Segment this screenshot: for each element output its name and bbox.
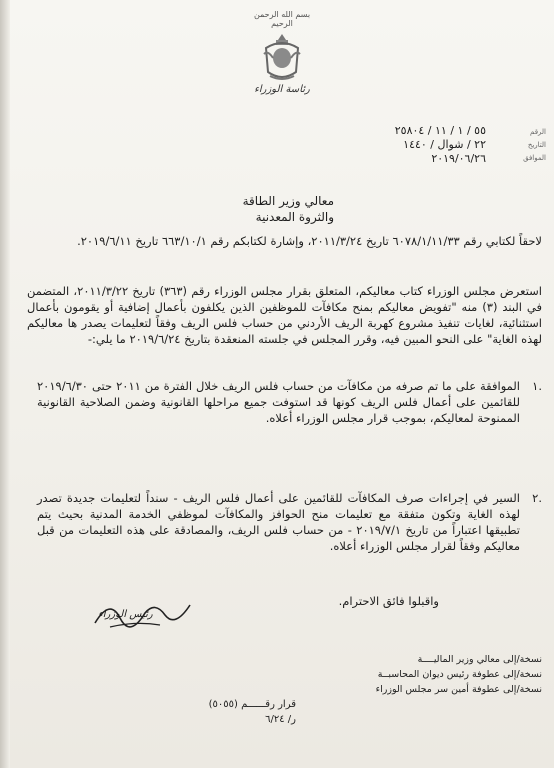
decision-number: قرار رقــــــم (٥٠٥٥)	[208, 699, 296, 710]
addressee-line-2: والثروة المعدنية	[255, 210, 334, 224]
closing-line: واقبلوا فائق الاحترام.	[338, 594, 439, 608]
letterhead	[247, 10, 317, 95]
decision-ref	[209, 697, 296, 727]
item-number: .١	[532, 379, 542, 393]
date-hijri: ٢٢ / شوال / ١٤٤٠	[403, 138, 486, 151]
item-text: الموافقة على ما تم صرفه من مكافآت من حساب فلس الريف خلال الفترة من ٢٠١١ حتى ٢٠١٩/٦/٣٠ للقائمين على أعمال فلس الريف كونها قد استوفت جميع مراحلها القانونية وضمن الصلاحية القانونية الممنوحة لمعاليكم، بموجب قرار مجلس الوزراء أعلاه.	[37, 379, 520, 425]
meta-label-date: التاريخ	[527, 141, 546, 149]
item-number: .٢	[532, 491, 542, 505]
meta-label-number: الرقم	[530, 128, 546, 136]
meta-label-corresponding: الموافق	[523, 154, 546, 162]
org-name: رئاسة الوزراء	[254, 84, 310, 95]
meta-labels	[523, 126, 546, 165]
item-text: السير في إجراءات صرف المكافآت للقائمين على أعمال فلس الريف - سنداً لتعليمات جديدة تصدر لهذه الغاية وتكون متفقة مع تعليمات منح الحوافز والمكافآت لموظفي الخدمة المدنية بحيث يتم تطبيقها اعتباراً من تاريخ ٢٠١٩/٧/١ - من حساب فلس الريف، والمصادقة على هذه التعليمات من قبل معاليكم وفقاً لقرار مجلس الوزراء أعلاه.	[37, 491, 521, 553]
cc-item: نسخة/إلى عطوفة رئيس ديوان المحاسبــة	[377, 669, 542, 680]
cc-list	[376, 652, 542, 697]
body-paragraph: استعرض مجلس الوزراء كتاب معاليكم، المتعلق بقرار مجلس الوزراء رقم (٣٦٣) تاريخ ٢٠١١/٣/٢٢، المتضمن في البند (٣) منه "تفويض معاليكم بمنح مكافآت للموظفين الذين يكلفون بأعمال إضافية أو يقومون بأعمال استثنائية، لغايات تنفيذ مشروع كهربة الريف الأردني من حساب فلس الريف وفقاً لتعليمات يصدر ها معاليكم لهذه الغاية" على النحو المبين فيه، وقرر المجلس في جلسته المنعقدة بتاريخ ٢٠١٩/٦/٢٤ ما يلي:-	[27, 284, 542, 346]
coat-of-arms-icon	[260, 32, 304, 84]
date-gregorian: ٢٠١٩/٠٦/٢٦	[431, 152, 486, 165]
decision-item	[37, 490, 542, 554]
decision-item	[37, 378, 542, 426]
addressee-line-1: معالي وزير الطاقة	[242, 194, 334, 208]
cc-item: نسخة/إلى عطوفة أمين سر مجلس الوزراء	[375, 684, 542, 695]
reference-paragraph: لاحقاً لكتابي رقم ٦٠٧٨/١/١١/٣٣ تاريخ ٢٠١١/٣/٢٤، وإشارة لكتابكم رقم ٦٦٣/١٠/١ تاريخ ٢٠١٩/٦/١١.	[77, 234, 542, 248]
decision-code: ر/ ٦/٢٤	[265, 714, 296, 725]
scan-edge	[0, 0, 10, 768]
signatory-title: رئيس الوزراء	[98, 609, 153, 620]
cc-item: نسخة/إلى معالي وزير الماليــــة	[417, 654, 542, 665]
letter-number: ٥٥ / ١ / ١١ / ٢٥٨٠٤	[394, 124, 486, 137]
basmala: بسم الله الرحمن الرحيم	[253, 10, 311, 28]
addressee	[243, 193, 334, 225]
meta-values	[395, 124, 486, 166]
